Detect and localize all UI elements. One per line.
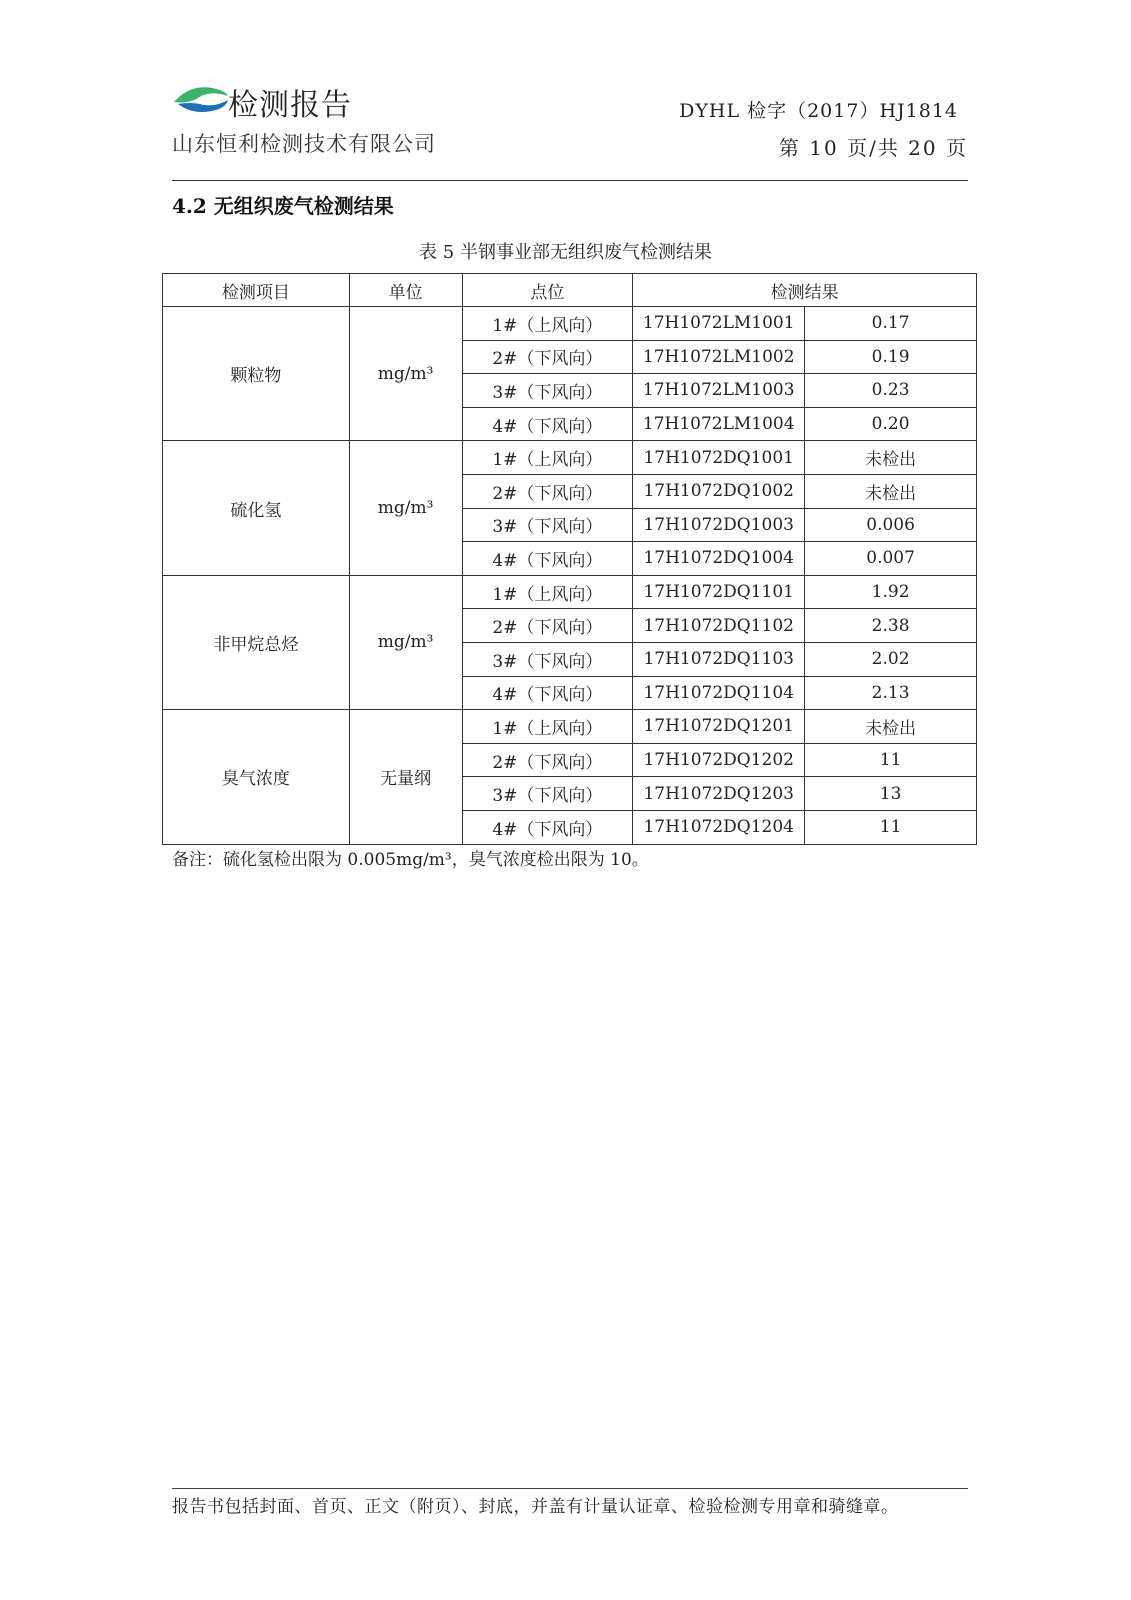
value-cell: 未检出 (805, 474, 977, 508)
table-row (163, 307, 977, 341)
value-cell: 0.007 (805, 542, 977, 576)
value-cell: 11 (805, 743, 977, 777)
value-cell: 11 (805, 810, 977, 844)
value-cell: 2.38 (805, 609, 977, 643)
sample-id-cell: 17H1072DQ1103 (633, 642, 805, 676)
page-header (172, 82, 968, 182)
value-cell: 0.20 (805, 407, 977, 441)
report-code: DYHL 检字（2017）HJ1814 (679, 100, 958, 122)
unit-cell: mg/m³ (349, 307, 462, 441)
table-row (163, 441, 977, 475)
point-cell: 2#（下风向） (462, 609, 633, 643)
item-cell: 硫化氢 (163, 441, 350, 575)
unit-cell: mg/m³ (349, 575, 462, 709)
report-title: 检测报告 (228, 88, 352, 123)
value-cell: 0.006 (805, 508, 977, 542)
table-row (163, 710, 977, 744)
point-cell: 1#（上风向） (462, 575, 633, 609)
sample-id-cell: 17H1072DQ1201 (633, 710, 805, 744)
footer-divider (172, 1488, 968, 1489)
sample-id-cell: 17H1072DQ1003 (633, 508, 805, 542)
header-divider (172, 180, 968, 181)
header-item: 检测项目 (163, 274, 350, 307)
header-unit: 单位 (349, 274, 462, 307)
sample-id-cell: 17H1072DQ1104 (633, 676, 805, 710)
point-cell: 4#（下风向） (462, 542, 633, 576)
sample-id-cell: 17H1072LM1003 (633, 374, 805, 408)
table-header-row (163, 274, 977, 307)
point-cell: 1#（上风向） (462, 307, 633, 341)
value-cell: 0.19 (805, 340, 977, 374)
sample-id-cell: 17H1072LM1004 (633, 407, 805, 441)
item-cell: 非甲烷总烃 (163, 575, 350, 709)
sample-id-cell: 17H1072DQ1101 (633, 575, 805, 609)
results-table (162, 273, 977, 845)
item-cell: 臭气浓度 (163, 710, 350, 844)
header-result: 检测结果 (633, 274, 977, 307)
table-remark: 备注：硫化氢检出限为 0.005mg/m³，臭气浓度检出限为 10。 (172, 850, 649, 870)
point-cell: 1#（上风向） (462, 710, 633, 744)
value-cell: 未检出 (805, 441, 977, 475)
item-cell: 颗粒物 (163, 307, 350, 441)
sample-id-cell: 17H1072DQ1202 (633, 743, 805, 777)
point-cell: 2#（下风向） (462, 474, 633, 508)
page-footer: 报告书包括封面、首页、正文（附页）、封底，并盖有计量认证章、检验检测专用章和骑缝章。 (172, 1497, 899, 1517)
unit-cell: mg/m³ (349, 441, 462, 575)
page-number: 第 10 页/共 20 页 (778, 136, 968, 160)
sample-id-cell: 17H1072DQ1204 (633, 810, 805, 844)
point-cell: 4#（下风向） (462, 407, 633, 441)
sample-id-cell: 17H1072DQ1001 (633, 441, 805, 475)
sample-id-cell: 17H1072DQ1203 (633, 777, 805, 811)
value-cell: 2.13 (805, 676, 977, 710)
value-cell: 13 (805, 777, 977, 811)
value-cell: 0.17 (805, 307, 977, 341)
sample-id-cell: 17H1072DQ1102 (633, 609, 805, 643)
point-cell: 3#（下风向） (462, 508, 633, 542)
sample-id-cell: 17H1072DQ1002 (633, 474, 805, 508)
value-cell: 0.23 (805, 374, 977, 408)
company-logo-icon (172, 82, 230, 118)
point-cell: 3#（下风向） (462, 374, 633, 408)
sample-id-cell: 17H1072LM1002 (633, 340, 805, 374)
point-cell: 2#（下风向） (462, 340, 633, 374)
value-cell: 未检出 (805, 710, 977, 744)
table-row (163, 575, 977, 609)
point-cell: 3#（下风向） (462, 777, 633, 811)
header-point: 点位 (462, 274, 633, 307)
point-cell: 4#（下风向） (462, 676, 633, 710)
point-cell: 4#（下风向） (462, 810, 633, 844)
value-cell: 2.02 (805, 642, 977, 676)
table-caption: 表 5 半钢事业部无组织废气检测结果 (419, 242, 712, 263)
value-cell: 1.92 (805, 575, 977, 609)
point-cell: 3#（下风向） (462, 642, 633, 676)
section-title: 4.2 无组织废气检测结果 (172, 194, 394, 218)
point-cell: 2#（下风向） (462, 743, 633, 777)
unit-cell: 无量纲 (349, 710, 462, 844)
point-cell: 1#（上风向） (462, 441, 633, 475)
sample-id-cell: 17H1072LM1001 (633, 307, 805, 341)
company-name: 山东恒利检测技术有限公司 (172, 132, 436, 156)
sample-id-cell: 17H1072DQ1004 (633, 542, 805, 576)
